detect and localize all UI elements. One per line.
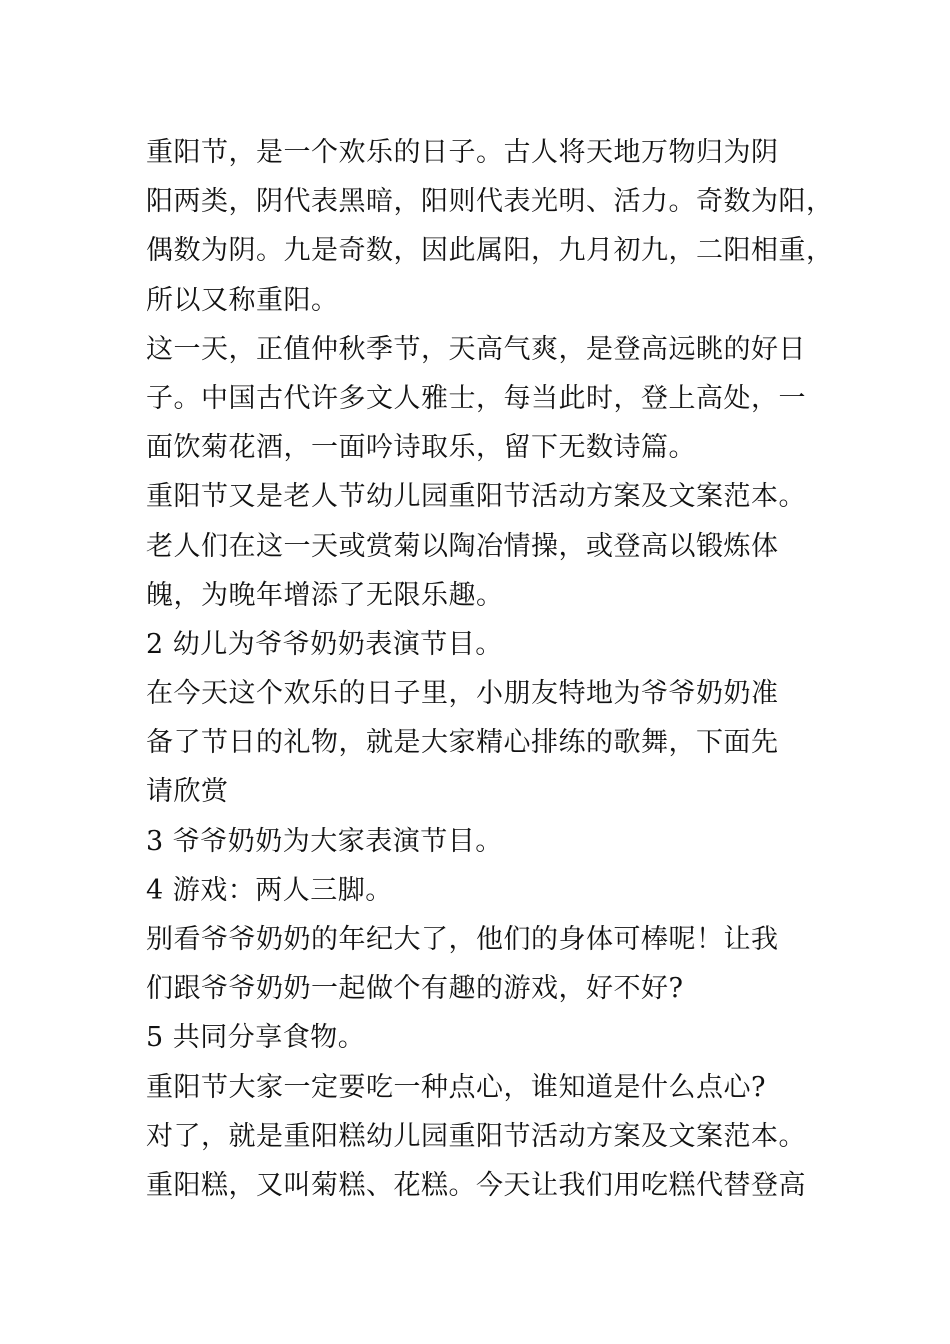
text-line: 重阳糕，又叫菊糕、花糕。今天让我们用吃糕代替登高 (146, 1169, 806, 1201)
text-line: 这一天，正值仲秋季节，天高气爽，是登高远眺的好日 (146, 333, 806, 365)
text-line: 魄，为晚年增添了无限乐趣。 (146, 579, 504, 611)
text-line: 们跟爷爷奶奶一起做个有趣的游戏，好不好? (146, 973, 684, 1005)
text-line: 重阳节，是一个欢乐的日子。古人将天地万物归为阴 (146, 137, 779, 168)
document-body-text (146, 128, 846, 1210)
text-line: 阳两类，阴代表黑暗，阳则代表光明、活力。奇数为阳， (146, 186, 834, 218)
text-line: 重阳节又是老人节幼儿园重阳节活动方案及文案范本。 (146, 481, 806, 513)
text-line: 3 爷爷奶奶为大家表演节目。 (146, 825, 503, 857)
text-line: 别看爷爷奶奶的年纪大了，他们的身体可棒呢！让我 (146, 924, 779, 955)
text-line: 重阳节大家一定要吃一种点心，谁知道是什么点心? (146, 1071, 766, 1103)
text-line: 所以又称重阳。 (146, 284, 339, 316)
text-line: 4 游戏：两人三脚。 (146, 874, 393, 906)
text-line: 对了，就是重阳糕幼儿园重阳节活动方案及文案范本。 (146, 1120, 806, 1152)
text-line: 子。中国古代许多文人雅士，每当此时，登上高处，一 (146, 382, 806, 414)
text-line: 面饮菊花酒，一面吟诗取乐，留下无数诗篇。 (146, 432, 696, 464)
text-line: 偶数为阴。九是奇数，因此属阳，九月初九，二阳相重， (146, 235, 834, 267)
text-line: 老人们在这一天或赏菊以陶冶情操，或登高以锻炼体 (146, 530, 779, 562)
text-line: 2 幼儿为爷爷奶奶表演节目。 (146, 628, 503, 660)
text-line: 在今天这个欢乐的日子里，小朋友特地为爷爷奶奶准 (146, 678, 779, 710)
text-line: 请欣赏 (146, 776, 229, 808)
text-line: 备了节日的礼物，就是大家精心排练的歌舞，下面先 (146, 727, 779, 759)
text-line: 5 共同分享食物。 (146, 1022, 366, 1054)
